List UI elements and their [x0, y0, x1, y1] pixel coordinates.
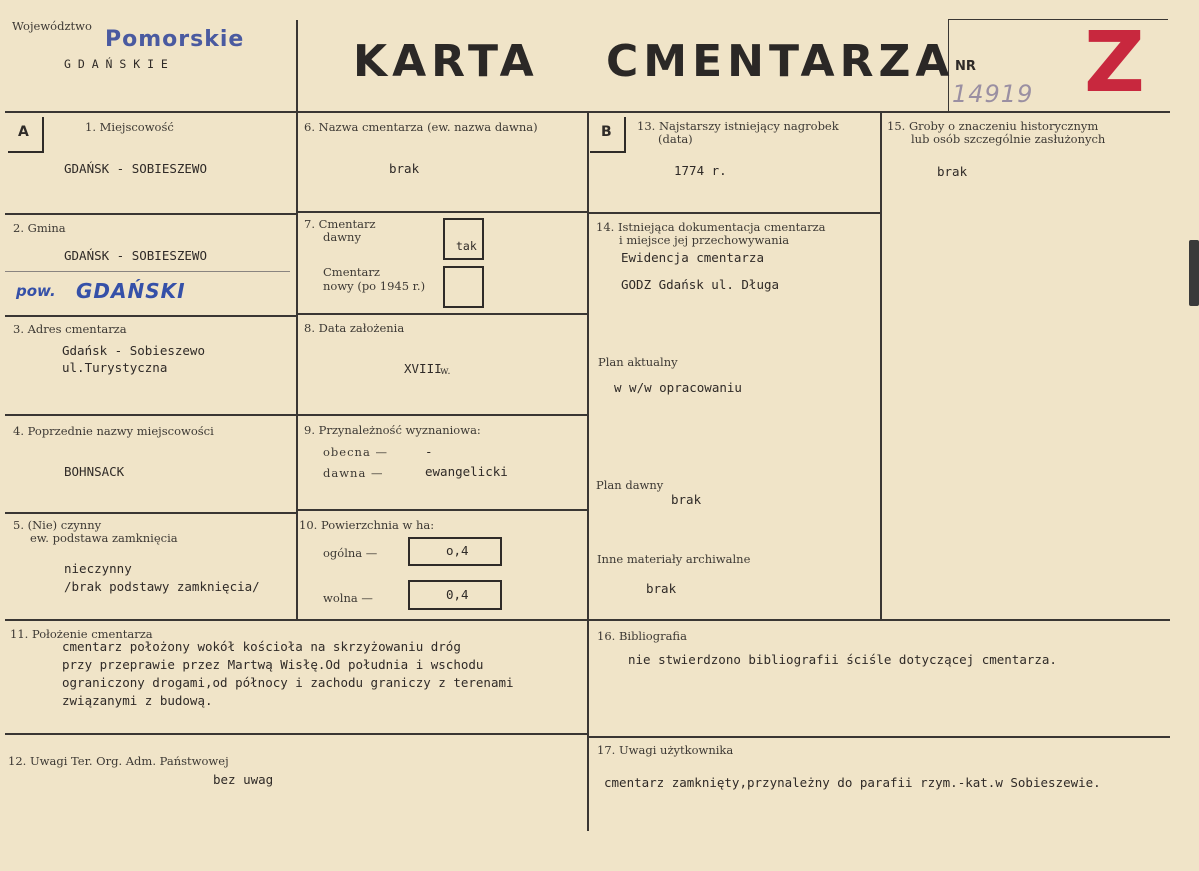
column-divider-2 [587, 111, 589, 831]
field-12-value: bez uwag [213, 772, 274, 787]
field-13-value: 1774 r. [674, 163, 727, 178]
field-10-free-label: wolna — [323, 591, 373, 605]
field-2-value: GDAŃSK - SOBIESZEWO [64, 248, 207, 263]
column-divider-1 [296, 20, 298, 620]
field-5-label-line1: 5. (Nie) czynny [13, 518, 102, 532]
column-divider-3 [880, 111, 882, 620]
field-10-total-value: o,4 [446, 543, 469, 558]
title-cmentarza: CMENTARZA [606, 36, 955, 87]
field-3-value-line2: ul.Turystyczna [62, 360, 168, 375]
row-divider [5, 733, 587, 735]
field-10-label: 10. Powierzchnia w ha: [299, 518, 435, 532]
field-7-old-value: tak [456, 239, 477, 253]
category-letter: Z [1084, 13, 1145, 111]
field-12-label: 12. Uwagi Ter. Org. Adm. Państwowej [8, 754, 229, 768]
plan-current-label: Plan aktualny [598, 355, 678, 369]
field-14-label-line2: i miejsce jej przechowywania [619, 233, 790, 247]
plan-current-value: w w/w opracowaniu [614, 380, 742, 395]
scanner-edge-mark [1189, 240, 1199, 306]
field-13-label-line2: (data) [658, 132, 693, 146]
field-17-value: cmentarz zamknięty,przynależny do parafii rzym.-kat.w Sobieszewie. [604, 775, 1101, 790]
plan-old-value: brak [671, 492, 702, 507]
row-divider [5, 414, 296, 416]
field-14-label-line1: 14. Istniejąca dokumentacja cmentarza [596, 220, 826, 234]
field-9-current-value: - [425, 444, 433, 459]
wojewodztwo-stamp: Pomorskie [105, 27, 245, 52]
field-3-value-line1: Gdańsk - Sobieszewo [62, 343, 205, 358]
field-5-value-line1: nieczynny [64, 561, 132, 576]
field-6-label: 6. Nazwa cmentarza (ew. nazwa dawna) [304, 120, 538, 134]
row-divider [5, 512, 296, 514]
field-10-total-label: ogólna — [323, 546, 378, 560]
field-9-former-value: ewangelicki [425, 464, 508, 479]
section-a-label: A [18, 124, 29, 140]
field-7-new-checkbox[interactable] [443, 266, 484, 308]
field-9-former-label: dawna — [323, 466, 384, 480]
row-divider [296, 211, 587, 213]
field-11-label: 11. Położenie cmentarza [10, 627, 153, 641]
field-15-label-line1: 15. Groby o znaczeniu historycznym [887, 119, 1099, 133]
row-divider [296, 414, 587, 416]
field-2-handwritten-prefix: pow. [16, 282, 56, 300]
row-divider [5, 619, 1170, 621]
row-divider [296, 313, 587, 315]
field-8-value: XVIII [404, 361, 442, 376]
field-9-label: 9. Przynależność wyznaniowa: [304, 423, 481, 437]
row-divider [5, 213, 296, 215]
section-b-label: B [601, 124, 612, 140]
other-materials-label: Inne materiały archiwalne [597, 552, 751, 566]
other-materials-value: brak [646, 581, 677, 596]
field-7-label-old-1: 7. Cmentarz [304, 217, 376, 231]
field-3-label: 3. Adres cmentarza [13, 322, 127, 336]
field-8-suffix: w. [440, 366, 451, 377]
field-11-line3: ograniczony drogami,od północy i zachodu graniczy z terenami [62, 675, 514, 690]
wojewodztwo-value: G D A Ń S K I E [64, 57, 168, 71]
nr-label: NR [955, 59, 976, 74]
wojewodztwo-label: Województwo [12, 19, 92, 33]
field-11-line4: związanymi z budową. [62, 693, 213, 708]
field-9-current-label: obecna — [323, 445, 388, 459]
field-15-label-line2: lub osób szczególnie zasłużonych [911, 132, 1106, 146]
field-5-label-line2: ew. podstawa zamknięcia [30, 531, 178, 545]
gmina-underline [5, 271, 290, 272]
field-15-value: brak [937, 164, 968, 179]
field-14-value-line2: GODZ Gdańsk ul. Długa [621, 277, 780, 292]
field-1-value: GDAŃSK - SOBIESZEWO [64, 161, 207, 176]
field-17-label: 17. Uwagi użytkownika [597, 743, 734, 757]
row-divider [587, 736, 1170, 738]
field-14-value-line1: Ewidencja cmentarza [621, 250, 764, 265]
field-4-value: BOHNSACK [64, 464, 125, 479]
field-2-label: 2. Gmina [13, 221, 66, 235]
field-1-label: 1. Miejscowość [85, 120, 174, 134]
nr-value: 14919 [952, 80, 1034, 108]
row-divider [587, 212, 880, 214]
title-karta: KARTA [353, 36, 539, 87]
field-5-value-line2: /brak podstawy zamknięcia/ [64, 579, 260, 594]
field-11-line1: cmentarz położony wokół kościoła na skrzyżowaniu dróg [62, 639, 461, 654]
field-13-label-line1: 13. Najstarszy istniejący nagrobek [637, 119, 839, 133]
field-7-label-new-1: Cmentarz [323, 265, 380, 279]
field-4-label: 4. Poprzednie nazwy miejscowości [13, 424, 214, 438]
field-16-value: nie stwierdzono bibliografii ściśle dotyczącej cmentarza. [628, 652, 1057, 667]
row-divider [296, 509, 587, 511]
field-7-label-new-2: nowy (po 1945 r.) [323, 279, 426, 293]
field-11-line2: przy przeprawie przez Martwą Wisłę.Od południa i wschodu [62, 657, 484, 672]
field-7-label-old-2: dawny [323, 230, 361, 244]
field-2-handwritten: GDAŃSKI [76, 279, 186, 303]
field-8-label: 8. Data założenia [304, 321, 405, 335]
row-divider [5, 315, 296, 317]
field-6-value: brak [389, 161, 420, 176]
field-10-free-value: 0,4 [446, 587, 469, 602]
field-16-label: 16. Bibliografia [597, 629, 687, 643]
plan-old-label: Plan dawny [596, 478, 664, 492]
